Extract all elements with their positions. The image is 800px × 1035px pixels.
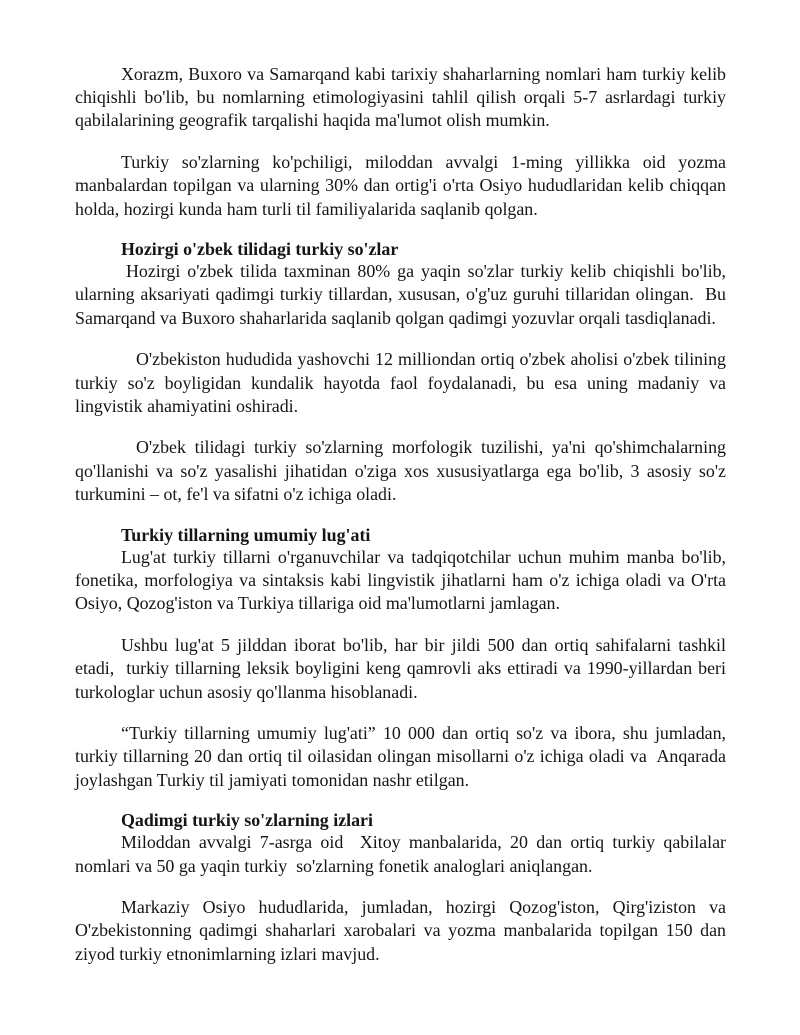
paragraph: Lug'at turkiy tillarni o'rganuvchilar va tadqiqotchilar uchun muhim manba bo'lib, fonetika, morfologiya va sintaksis kabi lingvistik jihatlarni ham o'z ichiga oladi va O'rta Osiyo, Qozog'iston va Turkiya tillariga oid ma'lumotlarni jamlagan. xyxy=(75,546,731,614)
paragraph: Miloddan avvalgi 7-asrga oid Xitoy manbalarida, 20 dan ortiq turkiy qabilalar nomlari va 50 ga yaqin turkiy so'zlarning fonetik analoglari aniqlangan. xyxy=(75,832,731,876)
paragraph: O'zbekiston hududida yashovchi 12 milliondan ortiq o'zbek aholisi o'zbek tilining turkiy so'z boyligidan kundalik hayotda faol foydalanadi, bu esa uning madaniy va lingvistik ahamiyatini oshiradi. xyxy=(75,349,731,416)
section-heading: Turkiy tillarning umumiy lug'ati xyxy=(121,524,371,545)
paragraph: Hozirgi o'zbek tilida taxminan 80% ga yaqin so'zlar turkiy kelib chiqishli bo'lib, ularning aksariyati qadimgi turkiy tillardan, xususan, o'g'uz guruhi tillaridan olingan. Bu Samarqand va Buxoro shaharlarida saqlanib qolgan qadimgi yozuvlar orqali tasdiqlanadi. xyxy=(75,260,731,328)
paragraph: “Turkiy tillarning umumiy lug'ati” 10 000 dan ortiq so'z va ibora, shu jumladan, turkiy tillarning 20 dan ortiq til oilasidan olingan misollarni o'z ichiga oladi va Anqarada joylashgan Turkiy til jamiyati tomonidan nashr etilgan. xyxy=(75,723,731,790)
section-heading: Qadimgi turkiy so'zlarning izlari xyxy=(121,810,373,831)
paragraph: O'zbek tilidagi turkiy so'zlarning morfologik tuzilishi, ya'ni qo'shimchalarning qo'llanishi va so'z yasalishi jihatidan o'ziga xos xususiyatlarga ega bo'lib, 3 asosiy so'z turkumini – ot, fe'l va sifatni o'z ichiga oladi. xyxy=(75,437,731,505)
paragraph: Ushbu lug'at 5 jilddan iborat bo'lib, har bir jildi 500 dan ortiq sahifalarni tashkil etadi, turkiy tillarning leksik boyligini keng qamrovli aks ettiradi va 1990-yillardan beri turkologlar uchun asosiy qo'llanma hisoblanadi. xyxy=(75,634,731,702)
paragraph: Turkiy so'zlarning ko'pchiligi, miloddan avvalgi 1-ming yillikka oid yozma manbalardan topilgan va ularning 30% dan ortig'i o'rta Osiyo hududlaridan kelib chiqqan holda, hozirgi kunda ham turli til familiyalarida saqlanib qolgan. xyxy=(75,151,731,219)
section-heading: Hozirgi o'zbek tilidagi turkiy so'zlar xyxy=(121,238,399,259)
paragraph: Xorazm, Buxoro va Samarqand kabi tarixiy shaharlarning nomlari ham turkiy kelib chiqishli bo'lib, bu nomlarning etimologiyasini tahlil qilish orqali 5-7 asrlardagi turkiy qabilalarining geografik tarqalishi haqida ma'lumot olish mumkin. xyxy=(75,63,731,131)
paragraph: Markaziy Osiyo hududlarida, jumladan, hozirgi Qozog'iston, Qirg'iziston va O'zbekistonning qadimgi shaharlari xarobalari va yozma manbalarida topilgan 150 dan ziyod turkiy etnonimlarning izlari mavjud. xyxy=(75,897,731,964)
